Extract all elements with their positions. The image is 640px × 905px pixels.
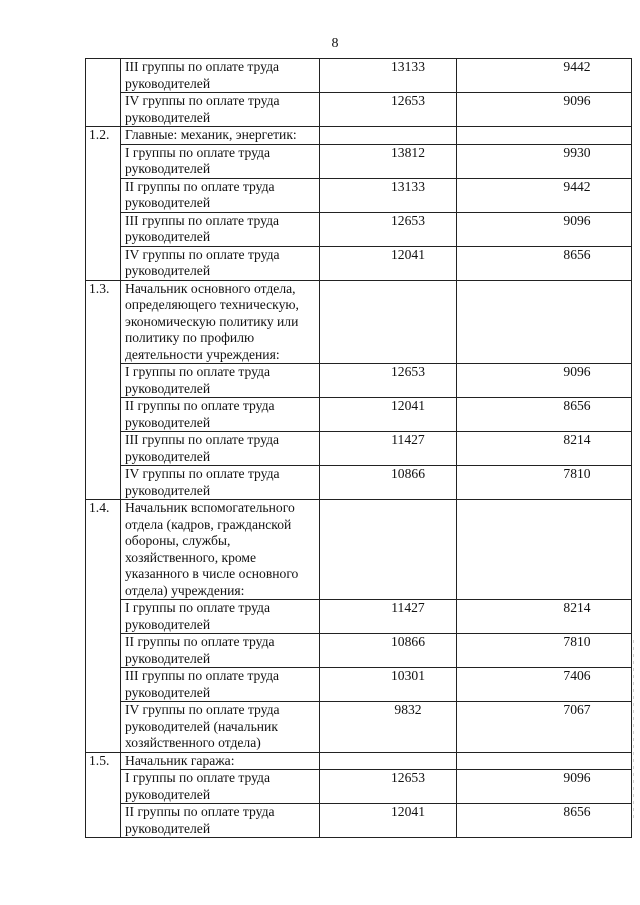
position-name-cell: Начальник вспомогательного отдела (кадров, гражданской обороны, службы, хозяйственного, кроме указанного в числе основного отдела) учреждения: — [121, 500, 320, 600]
position-name-cell: Главные: механик, энергетик: — [121, 127, 320, 145]
position-name-cell: I группы по оплате труда руководителей — [121, 600, 320, 634]
salary-value-cell-2: 7406 — [457, 668, 632, 702]
position-name-cell: I группы по оплате труда руководителей — [121, 364, 320, 398]
salary-value-cell — [320, 280, 457, 364]
salary-value-cell: 12041 — [320, 804, 457, 838]
table-row — [86, 770, 632, 804]
salary-value-cell-2: 7810 — [457, 466, 632, 500]
salary-value-cell — [320, 500, 457, 600]
salary-table — [85, 58, 632, 838]
salary-value-cell-2: 8656 — [457, 246, 632, 280]
salary-value-cell-2: 8214 — [457, 432, 632, 466]
table-row — [86, 752, 632, 770]
salary-value-cell: 12653 — [320, 364, 457, 398]
position-name-cell: Начальник гаража: — [121, 752, 320, 770]
salary-value-cell: 10866 — [320, 466, 457, 500]
section-number-cell: 1.5. — [86, 752, 121, 838]
section-number-cell: 1.3. — [86, 280, 121, 500]
salary-value-cell: 11427 — [320, 600, 457, 634]
salary-value-cell-2 — [457, 280, 632, 364]
table-row — [86, 144, 632, 178]
table-row — [86, 634, 632, 668]
page-number: 8 — [331, 36, 339, 51]
table-row — [86, 178, 632, 212]
table-row — [86, 804, 632, 838]
salary-value-cell: 12041 — [320, 246, 457, 280]
section-number-cell: 1.2. — [86, 127, 121, 281]
salary-value-cell: 12653 — [320, 770, 457, 804]
position-name-cell: IV группы по оплате труда руководителей — [121, 466, 320, 500]
salary-value-cell: 10301 — [320, 668, 457, 702]
table-row — [86, 500, 632, 600]
table-row — [86, 246, 632, 280]
salary-value-cell-2: 8656 — [457, 804, 632, 838]
salary-value-cell — [320, 127, 457, 145]
salary-value-cell-2: 9442 — [457, 178, 632, 212]
table-row — [86, 398, 632, 432]
table-row — [86, 364, 632, 398]
scan-margin-speck — [633, 640, 634, 820]
position-name-cell: I группы по оплате труда руководителей — [121, 144, 320, 178]
section-number-cell: 1.4. — [86, 500, 121, 753]
table-row — [86, 466, 632, 500]
salary-value-cell: 12653 — [320, 212, 457, 246]
position-name-cell: II группы по оплате труда руководителей — [121, 178, 320, 212]
table-row — [86, 280, 632, 364]
salary-value-cell-2: 9096 — [457, 770, 632, 804]
position-name-cell: II группы по оплате труда руководителей — [121, 804, 320, 838]
table-row — [86, 127, 632, 145]
table-row — [86, 668, 632, 702]
salary-value-cell-2: 9096 — [457, 93, 632, 127]
salary-value-cell-2: 9442 — [457, 59, 632, 93]
salary-value-cell-2 — [457, 500, 632, 600]
position-name-cell: IV группы по оплате труда руководителей — [121, 246, 320, 280]
table-row — [86, 600, 632, 634]
salary-value-cell: 9832 — [320, 702, 457, 753]
salary-value-cell-2: 7810 — [457, 634, 632, 668]
position-name-cell: II группы по оплате труда руководителей — [121, 634, 320, 668]
salary-value-cell-2: 7067 — [457, 702, 632, 753]
salary-value-cell: 10866 — [320, 634, 457, 668]
position-name-cell: III группы по оплате труда руководителей — [121, 212, 320, 246]
position-name-cell: III группы по оплате труда руководителей — [121, 432, 320, 466]
table-row — [86, 432, 632, 466]
salary-value-cell: 13133 — [320, 59, 457, 93]
salary-value-cell-2 — [457, 127, 632, 145]
salary-value-cell-2: 9930 — [457, 144, 632, 178]
salary-value-cell-2: 8656 — [457, 398, 632, 432]
position-name-cell: III группы по оплате труда руководителей — [121, 59, 320, 93]
salary-value-cell: 11427 — [320, 432, 457, 466]
salary-table-body — [86, 59, 632, 838]
salary-value-cell: 12653 — [320, 93, 457, 127]
salary-value-cell-2: 9096 — [457, 212, 632, 246]
position-name-cell: IV группы по оплате труда руководителей (начальник хозяйственного отдела) — [121, 702, 320, 753]
table-row — [86, 59, 632, 93]
position-name-cell: II группы по оплате труда руководителей — [121, 398, 320, 432]
position-name-cell: I группы по оплате труда руководителей — [121, 770, 320, 804]
section-number-cell — [86, 59, 121, 127]
salary-value-cell: 13133 — [320, 178, 457, 212]
table-row — [86, 702, 632, 753]
salary-value-cell: 13812 — [320, 144, 457, 178]
salary-value-cell-2: 9096 — [457, 364, 632, 398]
salary-value-cell: 12041 — [320, 398, 457, 432]
salary-value-cell-2 — [457, 752, 632, 770]
salary-value-cell — [320, 752, 457, 770]
position-name-cell: III группы по оплате труда руководителей — [121, 668, 320, 702]
position-name-cell: IV группы по оплате труда руководителей — [121, 93, 320, 127]
position-name-cell: Начальник основного отдела, определяющего техническую, экономическую политику или политику по профилю деятельности учреждения: — [121, 280, 320, 364]
salary-value-cell-2: 8214 — [457, 600, 632, 634]
table-row — [86, 93, 632, 127]
table-row — [86, 212, 632, 246]
